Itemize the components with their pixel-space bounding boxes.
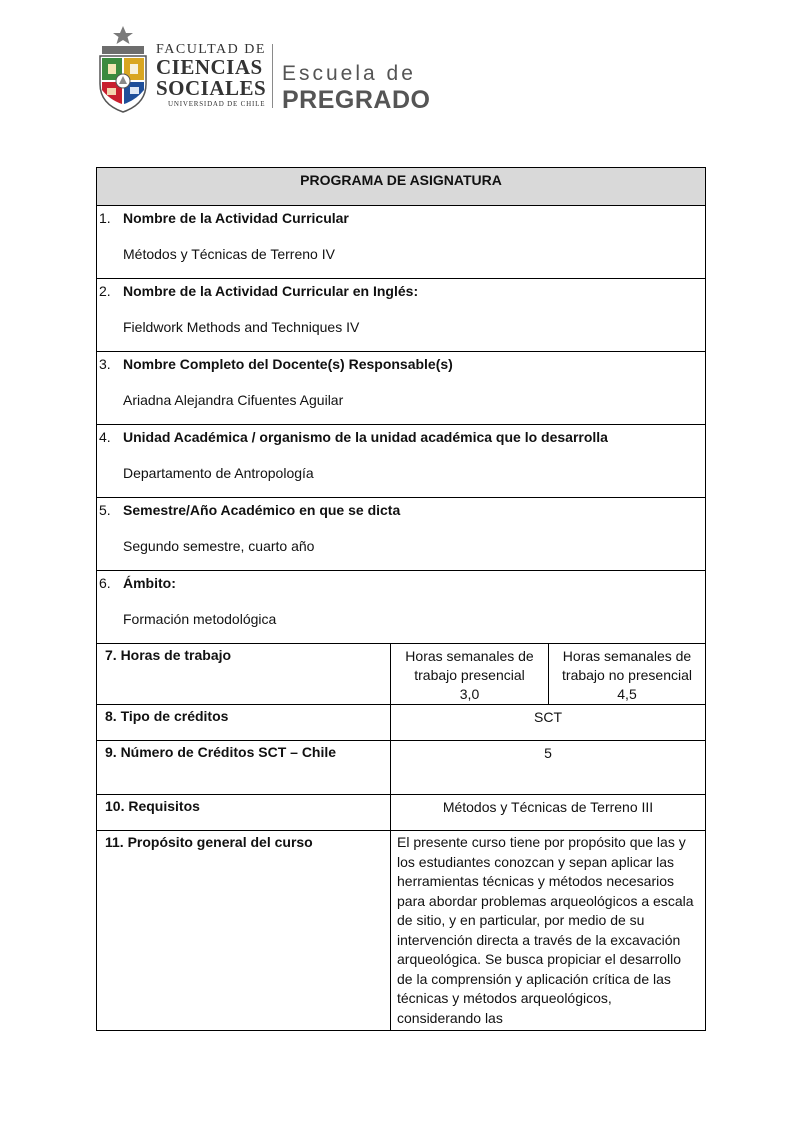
section-number: 3. xyxy=(99,356,111,372)
table-title-row xyxy=(97,168,706,206)
faculty-line1: FACULTAD DE xyxy=(156,42,266,57)
section-number: 4. xyxy=(99,429,111,445)
credit-type-row xyxy=(97,705,706,741)
faculty-logo xyxy=(96,24,436,116)
logo-divider xyxy=(272,44,273,108)
section-value: Formación metodológica xyxy=(123,611,277,627)
university-crest-icon xyxy=(96,24,150,114)
purpose-text: El presente curso tiene por propósito que las y los estudiantes conozcan y sepan aplicar las herramientas técnicas y métodos necesarios para abordar problemas arqueológicos a escala de sitio, y en particular, por medio de su intervención directa a través de la excavación arqueológica. Se busca propiciar el desarrollo de la comprensión y aplicación crítica de las técnicas y métodos arqueológicos, considerando las xyxy=(391,831,706,1031)
requirements-value: Métodos y Técnicas de Terreno III xyxy=(391,795,706,831)
section-cell xyxy=(97,571,706,644)
section-value: Ariadna Alejandra Cifuentes Aguilar xyxy=(123,392,344,408)
section-row xyxy=(97,206,706,279)
hours-no-presencial xyxy=(549,644,706,705)
credits-value: 5 xyxy=(391,741,706,795)
section-cell xyxy=(97,206,706,279)
purpose-label: 11. Propósito general del curso xyxy=(97,831,391,1031)
section-number: 5. xyxy=(99,502,111,518)
pregrado-label: PREGRADO xyxy=(282,86,431,114)
section-row xyxy=(97,279,706,352)
section-row xyxy=(97,352,706,425)
table-title: PROGRAMA DE ASIGNATURA xyxy=(97,168,706,206)
faculty-line2: CIENCIAS xyxy=(156,55,263,79)
section-value: Fieldwork Methods and Techniques IV xyxy=(123,319,360,335)
section-row xyxy=(97,498,706,571)
section-row xyxy=(97,425,706,498)
section-cell xyxy=(97,279,706,352)
section-value: Métodos y Técnicas de Terreno IV xyxy=(123,246,335,262)
requirements-row xyxy=(97,795,706,831)
section-cell xyxy=(97,352,706,425)
hours-presencial-value: 3,0 xyxy=(459,686,480,702)
university-name: UNIVERSIDAD DE CHILE xyxy=(168,100,266,108)
section-heading: Semestre/Año Académico en que se dicta xyxy=(123,502,401,518)
hours-no-presencial-value: 4,5 xyxy=(617,686,637,702)
purpose-row xyxy=(97,831,706,1031)
credit-type-value: SCT xyxy=(391,705,706,741)
section-value: Segundo semestre, cuarto año xyxy=(123,538,315,554)
section-number: 2. xyxy=(99,283,111,299)
section-cell xyxy=(97,425,706,498)
hours-row xyxy=(97,644,706,705)
section-heading: Nombre Completo del Docente(s) Responsable(s) xyxy=(123,356,453,372)
program-table xyxy=(96,167,706,1031)
credits-label: 9. Número de Créditos SCT – Chile xyxy=(97,741,391,795)
section-number: 6. xyxy=(99,575,111,591)
credit-type-label: 8. Tipo de créditos xyxy=(97,705,391,741)
section-number: 1. xyxy=(99,210,111,226)
section-cell xyxy=(97,498,706,571)
section-row xyxy=(97,571,706,644)
section-heading: Unidad Académica / organismo de la unidad académica que lo desarrolla xyxy=(123,429,608,445)
hours-presencial-label: Horas semanales de trabajo presencial xyxy=(405,648,534,683)
escuela-label: Escuela de xyxy=(282,62,416,85)
section-heading: Ámbito: xyxy=(123,575,176,591)
hours-presencial xyxy=(391,644,549,705)
requirements-label: 10. Requisitos xyxy=(97,795,391,831)
section-value: Departamento de Antropología xyxy=(123,465,314,481)
hours-no-presencial-label: Horas semanales de trabajo no presencial xyxy=(562,648,692,683)
faculty-line3: SOCIALES xyxy=(156,76,267,100)
credits-row xyxy=(97,741,706,795)
school-name xyxy=(282,62,430,114)
section-heading: Nombre de la Actividad Curricular en Inglés: xyxy=(123,283,419,299)
hours-label: 7. Horas de trabajo xyxy=(97,644,391,705)
section-heading: Nombre de la Actividad Curricular xyxy=(123,210,349,226)
